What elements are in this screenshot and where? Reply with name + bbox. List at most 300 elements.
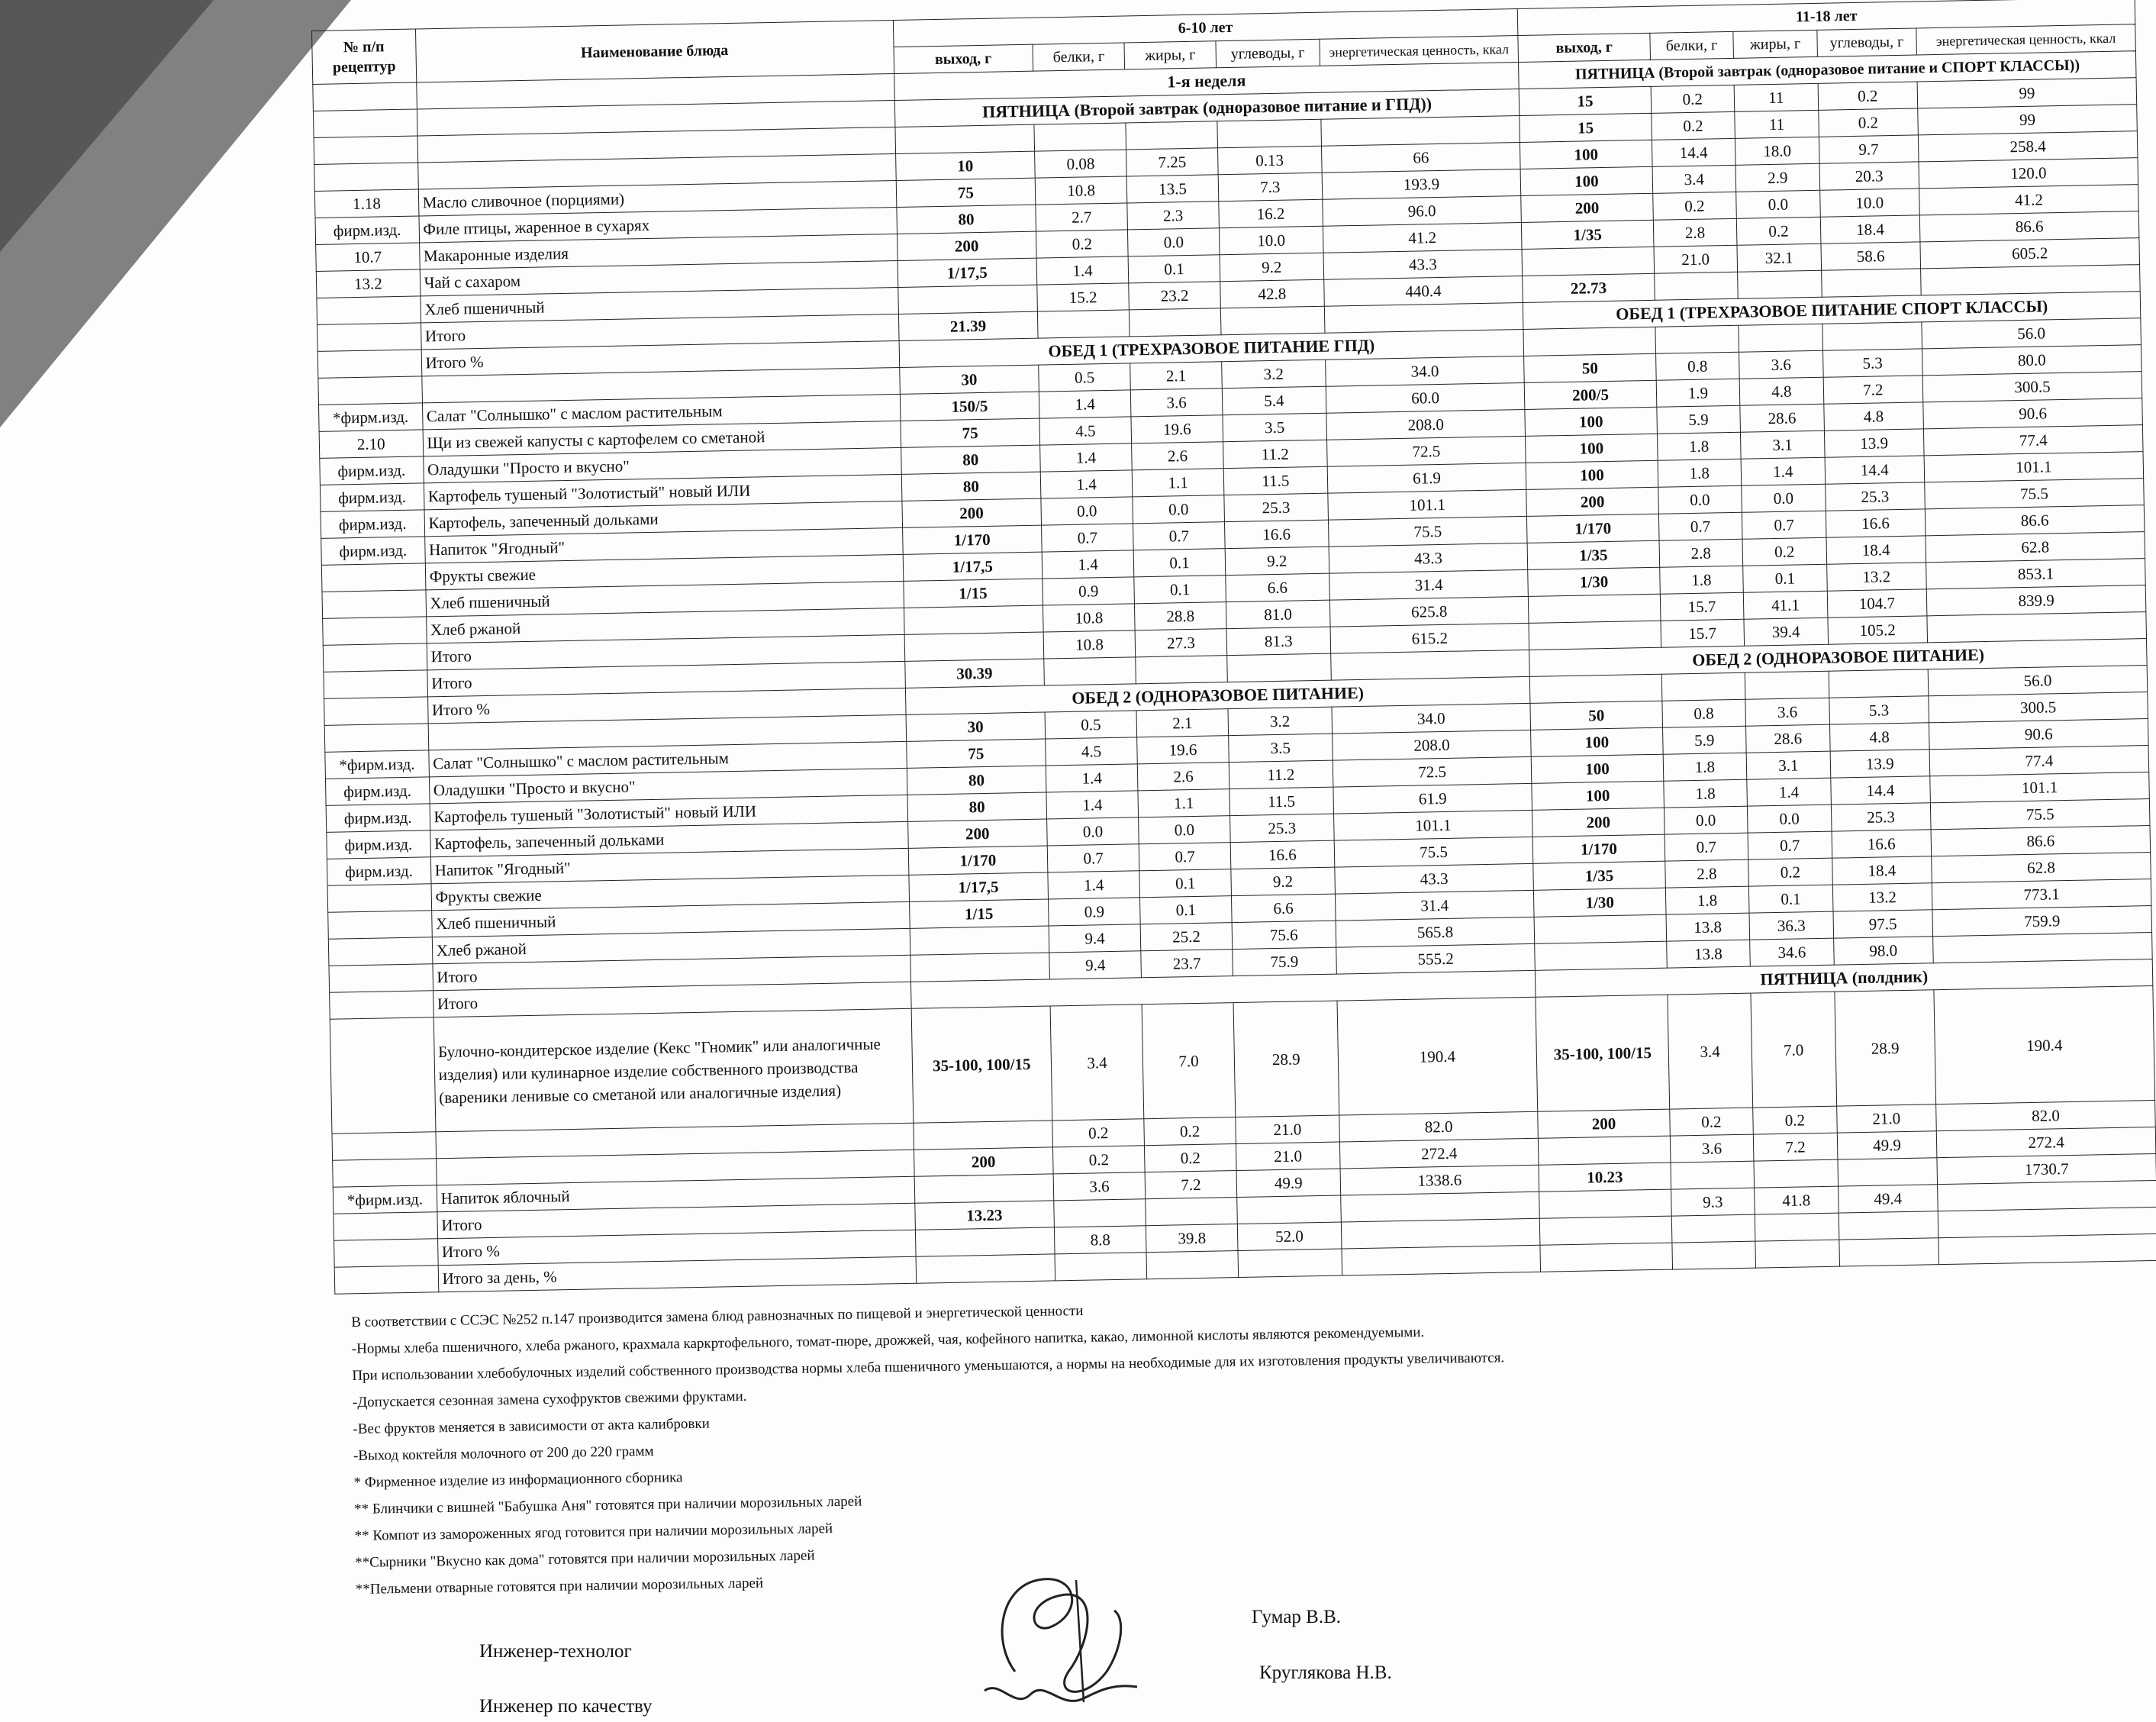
note-line: -Вес фруктов меняется в зависимости от акта калибровки (353, 1415, 710, 1437)
portion-young: 1/17,5 (908, 872, 1048, 901)
dish-name: Итого % (421, 340, 899, 376)
portion-old: 1/35 (1522, 220, 1654, 249)
value-young: 0.7 (1042, 524, 1134, 552)
value-young: 23.2 (1129, 282, 1221, 310)
value-old: 90.6 (1929, 719, 2149, 750)
value-old: 13.8 (1666, 913, 1750, 941)
value-young: 75.6 (1232, 921, 1336, 949)
value-old: 0.1 (1743, 564, 1827, 592)
value-young: 1.4 (1039, 390, 1131, 418)
value-young: 0.1 (1134, 576, 1226, 604)
value-old: 7.2 (1753, 1133, 1837, 1161)
value-young: 43.3 (1323, 249, 1523, 279)
value-old: 2.8 (1665, 859, 1748, 888)
value-old: 3.6 (1739, 350, 1823, 379)
value-old: 62.8 (1932, 853, 2151, 883)
value-old: 14.4 (1652, 138, 1735, 166)
portion-young: 10 (895, 151, 1035, 180)
portion-young: 13.23 (914, 1201, 1054, 1230)
value-old: 32.1 (1737, 243, 1821, 272)
value-old: 86.6 (1931, 826, 2151, 856)
value-young: 0.7 (1139, 843, 1231, 871)
value-old: 58.6 (1821, 242, 1921, 270)
value-old: 11 (1735, 110, 1819, 138)
value-young: 3.6 (1053, 1172, 1146, 1201)
value-old: 16.6 (1826, 509, 1926, 537)
note-line: В соответствии с ССЭС №252 п.147 производится замена блюд равнозначных по пищевой и энергетической ценности (351, 1302, 1084, 1330)
dish-name: Оладушки "Просто и вкусно" (423, 447, 901, 482)
portion-old: 15 (1520, 113, 1652, 142)
value-old: 1.8 (1665, 886, 1749, 914)
value-young: 96.0 (1322, 195, 1521, 226)
section-title-old: ОБЕД 2 (ОДНОРАЗОВОЕ ПИТАНИЕ) (1529, 639, 2147, 677)
value-old: 62.8 (1926, 532, 2145, 563)
value-young: 0.0 (1128, 228, 1220, 256)
value-old: 0.0 (1742, 484, 1826, 512)
value-young: 208.0 (1332, 730, 1531, 760)
portion-old: 200 (1538, 1109, 1670, 1138)
dish-name: Хлеб ржаной (426, 608, 904, 643)
value-old: 13.2 (1826, 563, 1926, 591)
value-old: 25.3 (1831, 803, 1931, 831)
value-young: 625.8 (1329, 596, 1529, 627)
cell: 0.2 (1651, 85, 1735, 113)
portion-old: 100 (1521, 166, 1653, 195)
value-old: 13.9 (1830, 750, 1930, 778)
value-old: 0.2 (1748, 858, 1832, 886)
value-old: 9.3 (1671, 1188, 1755, 1216)
value-old: 98.0 (1833, 937, 1933, 965)
recipe-number: *фирм.изд. (318, 403, 422, 431)
portion-old: 22.73 (1523, 273, 1655, 302)
note-line: При использовании хлебобулочных изделий собственного производства нормы хлеба пшеничного уменьшаются, а нормы на необходимые для их изготовления продукты увеличиваются. (352, 1350, 1505, 1384)
value-young: 19.6 (1137, 736, 1229, 764)
value-young: 7.3 (1218, 173, 1322, 201)
value-young: 272.4 (1339, 1138, 1539, 1169)
value-young: 82.0 (1339, 1111, 1538, 1142)
header-recipe: № п/п рецептур (312, 29, 417, 84)
value-young: 43.3 (1329, 543, 1528, 573)
value-young: 9.2 (1220, 253, 1323, 281)
portion-old: 200/5 (1525, 380, 1657, 409)
note-line: -Допускается сезонная замена сухофруктов свежими фруктами. (352, 1388, 747, 1411)
value-young: 31.4 (1335, 890, 1534, 921)
value-young: 60.0 (1326, 382, 1525, 413)
value-young: 34.0 (1325, 356, 1524, 386)
recipe-number: фирм.изд. (321, 537, 425, 565)
dish-name: Салат "Солнышко" с маслом растительным (428, 741, 906, 776)
dish-name: Напиток яблочный (437, 1176, 914, 1211)
value-young: 0.9 (1043, 577, 1135, 605)
value-old: 86.6 (1925, 505, 2145, 536)
value-old: 56.0 (1922, 318, 2141, 349)
value-old: 4.8 (1823, 402, 1923, 430)
value-young: 3.5 (1223, 413, 1326, 441)
header-fat-young: жиры, г (1124, 41, 1217, 69)
value-old: 36.3 (1749, 911, 1833, 940)
portion-young: 75 (906, 739, 1046, 768)
value-young: 15.2 (1037, 283, 1130, 311)
portion-young: 30.39 (904, 659, 1044, 688)
value-young: 9.2 (1225, 547, 1329, 575)
header-dish-name: Наименование блюда (415, 21, 894, 82)
value-young: 23.7 (1141, 950, 1233, 978)
value-old: 1.8 (1658, 459, 1742, 487)
header-carb-old: углеводы, г (1816, 28, 1916, 56)
value-old: 86.6 (1919, 211, 2139, 242)
value-old: 77.4 (1923, 425, 2143, 456)
note-line: * Фирменное изделие из информационного сборника (353, 1469, 683, 1491)
portion-young: 200 (914, 1147, 1053, 1176)
value-old: 39.4 (1744, 618, 1828, 646)
value-young: 7.2 (1145, 1171, 1237, 1199)
name-kruglyakova: Круглякова Н.В. (1259, 1662, 1392, 1683)
value-old: 190.4 (1934, 985, 2155, 1104)
value-young: 28.9 (1233, 1001, 1339, 1117)
dish-name: Итого (427, 634, 904, 669)
value-young: 11.2 (1223, 440, 1327, 468)
cell: 15 (1520, 86, 1652, 115)
value-old: 4.8 (1829, 723, 1929, 751)
value-young: 0.0 (1047, 817, 1139, 846)
value-old: 0.8 (1661, 699, 1745, 727)
cell: 11 (1734, 83, 1818, 111)
recipe-number: фирм.изд. (315, 216, 419, 244)
value-young: 4.5 (1039, 417, 1132, 445)
value-young: 34.0 (1332, 703, 1531, 734)
value-old: 1.8 (1659, 566, 1743, 594)
header-out-young: выход, г (894, 44, 1033, 73)
value-old: 3.1 (1741, 430, 1825, 459)
value-old: 0.0 (1664, 806, 1748, 834)
value-old: 5.9 (1656, 405, 1740, 434)
value-old: 99 (1918, 105, 2138, 135)
note-line: **Пельмени отварные готовятся при наличии морозильных ларей (355, 1575, 764, 1598)
dish-name: Салат "Солнышко" с маслом растительным (422, 394, 900, 429)
portion-old: 1/35 (1528, 540, 1660, 569)
value-old: 18.0 (1735, 137, 1819, 165)
portion-young: 200 (901, 498, 1041, 527)
value-old: 0.0 (1736, 190, 1820, 218)
header-group-6-10: 6-10 лет (893, 9, 1518, 47)
portion-old: 50 (1530, 701, 1662, 730)
portion-young: 80 (907, 792, 1047, 821)
value-young: 27.3 (1135, 629, 1227, 657)
value-old: 2.8 (1659, 539, 1743, 567)
value-old: 75.5 (1925, 479, 2145, 509)
value-young: 0.1 (1139, 869, 1232, 898)
cell: 99 (1917, 78, 2137, 108)
portion-old: 100 (1531, 727, 1663, 756)
value-old: 90.6 (1923, 398, 2143, 429)
value-young: 0.2 (1036, 230, 1129, 258)
value-young: 0.1 (1128, 255, 1220, 283)
note-line: ** Блинчики с вишней "Бабушка Аня" готовятся при наличии морозильных ларей (353, 1493, 862, 1517)
portion-young: 1/17,5 (903, 552, 1043, 581)
value-old: 839.9 (1926, 585, 2146, 616)
recipe-number: фирм.изд. (327, 830, 430, 859)
portion-young: 80 (901, 445, 1040, 474)
section-breakfast-old: ПЯТНИЦА (Второй завтрак (одноразовое питание и СПОРТ КЛАССЫ)) (1519, 51, 2136, 89)
dish-name: Хлеб пшеничный (421, 287, 898, 322)
value-young: 75.5 (1334, 837, 1533, 867)
value-young: 2.7 (1036, 203, 1128, 231)
header-energy-old: энергетическая ценность, ккал (1916, 24, 2136, 55)
value-old: 97.5 (1833, 910, 1933, 938)
value-young: 1.4 (1040, 470, 1133, 498)
value-young: 11.5 (1229, 787, 1333, 815)
portion-young: 1/170 (908, 846, 1048, 875)
value-old: 77.4 (1929, 746, 2149, 776)
value-young: 440.4 (1323, 276, 1523, 306)
recipe-number: фирм.изд. (321, 510, 424, 538)
value-young: 101.1 (1333, 810, 1532, 840)
value-young: 25.3 (1230, 814, 1334, 842)
dish-name: Картофель, запеченный дольками (424, 501, 902, 536)
recipe-number: фирм.изд. (326, 804, 430, 832)
value-young: 0.0 (1139, 816, 1231, 844)
value-young: 0.08 (1035, 150, 1127, 178)
portion-old: 100 (1526, 460, 1658, 489)
portion-young: 30 (899, 365, 1039, 394)
value-young: 1338.6 (1340, 1165, 1539, 1195)
value-old: 0.1 (1748, 885, 1832, 913)
value-old: 120.0 (1919, 158, 2138, 189)
value-young: 0.1 (1140, 896, 1233, 924)
portion-young: 150/5 (900, 392, 1039, 421)
value-old: 13.9 (1824, 429, 1924, 457)
value-old: 80.0 (1922, 345, 2142, 376)
dish-name: Картофель тушеный "Золотистый" новый ИЛИ (430, 795, 907, 830)
value-old: 3.6 (1745, 698, 1829, 726)
value-young: 1.4 (1046, 791, 1139, 819)
portion-old: 200 (1526, 487, 1658, 516)
recipe-number: 10.7 (316, 243, 420, 271)
value-old: 28.9 (1835, 990, 1936, 1106)
value-old: 0.2 (1818, 108, 1918, 137)
value-young: 3.2 (1222, 360, 1326, 388)
dish-name: Хлеб пшеничный (426, 581, 904, 616)
value-young: 16.6 (1225, 520, 1329, 548)
value-young: 0.0 (1041, 497, 1133, 525)
value-young: 42.8 (1220, 279, 1324, 308)
dish-name: Оладушки "Просто и вкусно" (429, 768, 907, 803)
value-old: 3.4 (1668, 993, 1753, 1109)
value-old: 13.8 (1666, 940, 1750, 968)
dish-name: Щи из свежей капусты с картофелем со сметаной (423, 421, 901, 456)
value-old: 18.4 (1832, 856, 1932, 885)
value-old: 104.7 (1827, 589, 1927, 618)
week-label: 1-я неделя (894, 63, 1519, 101)
value-young: 615.2 (1330, 623, 1529, 653)
portion-old: 1/170 (1527, 514, 1659, 543)
dish-name: Итого (421, 314, 898, 349)
value-young: 72.5 (1326, 436, 1526, 466)
value-young: 565.8 (1336, 917, 1535, 947)
value-young: 28.8 (1135, 602, 1227, 630)
value-young: 0.7 (1133, 522, 1226, 550)
recipe-number: фирм.изд. (327, 857, 430, 885)
value-old: 5.3 (1829, 696, 1929, 724)
header-fat-old: жиры, г (1733, 30, 1817, 58)
section-title-young: ОБЕД 2 (ОДНОРАЗОВОЕ ПИТАНИЕ) (905, 676, 1530, 714)
dish-name: Макаронные изделия (419, 234, 897, 269)
value-old: 49.9 (1837, 1131, 1937, 1159)
portion-old: 1/35 (1533, 861, 1665, 890)
value-young: 2.3 (1127, 202, 1220, 230)
value-young: 81.3 (1226, 627, 1330, 655)
value-young: 4.5 (1046, 737, 1138, 766)
value-young: 81.0 (1226, 600, 1329, 628)
value-old: 0.0 (1748, 805, 1832, 833)
value-old: 5.9 (1662, 726, 1746, 754)
portion-old: 1/30 (1534, 888, 1666, 917)
value-young: 19.6 (1131, 415, 1223, 443)
value-young: 16.6 (1230, 840, 1334, 869)
value-young: 3.2 (1228, 707, 1332, 735)
value-old: 7.2 (1823, 376, 1923, 404)
dish-name: Хлеб пшеничный (431, 901, 909, 937)
value-young: 0.2 (1145, 1144, 1237, 1172)
value-young: 10.8 (1043, 604, 1136, 632)
value-old: 2.9 (1735, 163, 1819, 192)
value-old: 3.6 (1670, 1134, 1754, 1163)
value-young: 0.2 (1052, 1119, 1145, 1147)
dish-name: Итого (437, 1203, 914, 1238)
value-old: 0.2 (1753, 1106, 1837, 1134)
value-old: 1730.7 (1937, 1153, 2156, 1184)
value-old: 34.6 (1750, 938, 1834, 966)
value-young: 11.5 (1223, 466, 1327, 495)
section-title-snack: ПЯТНИЦА (полдник) (1536, 959, 2153, 998)
value-young: 6.6 (1232, 894, 1336, 922)
value-old: 14.4 (1825, 456, 1925, 484)
value-young: 21.0 (1236, 1142, 1339, 1170)
recipe-number: фирм.изд. (320, 483, 424, 511)
value-young: 31.4 (1329, 569, 1528, 600)
value-old: 0.7 (1742, 511, 1826, 539)
value-old: 56.0 (1928, 666, 2148, 696)
value-old: 3.4 (1652, 165, 1736, 193)
section-title-old: ОБЕД 1 (ТРЕХРАЗОВОЕ ПИТАНИЕ СПОРТ КЛАССЫ) (1523, 292, 2141, 330)
portion-old: 1/170 (1533, 834, 1665, 863)
recipe-number: 2.10 (319, 430, 423, 458)
value-young: 2.6 (1137, 763, 1229, 791)
portion-young: 1/15 (903, 579, 1043, 608)
value-old: 0.7 (1658, 512, 1742, 540)
value-young: 6.6 (1226, 573, 1329, 601)
value-young: 41.2 (1323, 222, 1522, 253)
recipe-number: 13.2 (316, 269, 420, 298)
dish-name: Булочно-кондитерское изделие (Кекс "Гномик" или аналогичные изделия) или кулинарное изделие собственного производства (вареники ленивые со сметаной или аналогичные изделия) (433, 1008, 914, 1131)
portion-old: 100 (1532, 754, 1664, 783)
value-young: 75.5 (1328, 516, 1527, 547)
value-young: 2.6 (1132, 442, 1224, 470)
portion-old: 10.23 (1539, 1163, 1671, 1192)
value-young: 0.9 (1049, 898, 1141, 926)
portion-old: 100 (1532, 781, 1664, 810)
value-young: 8.8 (1054, 1226, 1146, 1254)
value-young: 3.6 (1130, 389, 1223, 417)
value-young: 11.2 (1229, 760, 1333, 788)
value-young: 555.2 (1336, 943, 1535, 974)
value-young: 2.1 (1136, 709, 1229, 737)
portion-young: 1/170 (902, 525, 1042, 554)
value-old: 15.7 (1661, 619, 1745, 647)
note-line: ** Компот из замороженных ягод готовится при наличии морозильных ларей (354, 1520, 833, 1544)
role-quality-engineer: Инженер по качеству (479, 1696, 653, 1717)
dish-name: Филе птицы, жаренное в сухарях (419, 207, 897, 242)
value-old: 0.2 (1651, 111, 1735, 140)
value-old: 49.4 (1838, 1185, 1938, 1213)
value-old: 20.3 (1819, 162, 1919, 190)
header-carb-young: углеводы, г (1216, 39, 1320, 67)
recipe-number: *фирм.изд. (325, 750, 429, 779)
handwritten-signature (969, 1557, 1152, 1717)
value-young: 5.4 (1222, 386, 1326, 414)
value-young: 0.1 (1133, 549, 1226, 577)
value-old: 300.5 (1929, 692, 2148, 723)
value-old: 41.1 (1743, 591, 1827, 619)
section-breakfast-young: ПЯТНИЦА (Второй завтрак (одноразовое питание и ГПД)) (894, 89, 1520, 127)
value-young: 61.9 (1327, 463, 1526, 493)
value-old: 773.1 (1932, 879, 2151, 910)
value-young: 3.5 (1229, 734, 1333, 762)
value-young: 13.5 (1126, 175, 1219, 203)
value-young: 190.4 (1337, 997, 1539, 1115)
dish-name: Напиток "Ягодный" (424, 527, 902, 563)
portion-old: 100 (1526, 434, 1658, 463)
portion-old: 50 (1524, 353, 1656, 382)
dish-name: Напиток "Ягодный" (430, 848, 908, 883)
value-old: 2.8 (1653, 218, 1737, 247)
value-young: 16.2 (1219, 199, 1323, 227)
portion-young: 80 (901, 472, 1041, 501)
portion-young: 21.39 (898, 311, 1038, 340)
portion-young: 75 (896, 178, 1036, 207)
value-young: 9.4 (1049, 924, 1141, 953)
value-old: 759.9 (1932, 906, 2152, 937)
value-old: 4.8 (1739, 377, 1823, 405)
value-young: 10.8 (1035, 176, 1127, 205)
portion-young: 200 (897, 231, 1036, 260)
value-young: 1.4 (1036, 256, 1129, 285)
portion-old: 35-100, 100/15 (1536, 995, 1669, 1111)
value-young: 9.4 (1049, 951, 1142, 979)
value-old: 300.5 (1922, 372, 2142, 402)
portion-old: 100 (1520, 140, 1652, 169)
value-young: 25.3 (1224, 493, 1328, 521)
value-old: 272.4 (1936, 1127, 2156, 1157)
value-young: 1.4 (1046, 764, 1138, 792)
value-old: 28.6 (1746, 724, 1830, 753)
value-old: 1.4 (1747, 778, 1831, 806)
value-old: 605.2 (1920, 238, 2140, 269)
value-young: 9.2 (1231, 867, 1335, 895)
value-young: 66 (1321, 142, 1520, 173)
value-young: 25.2 (1140, 923, 1233, 951)
value-young: 1.1 (1132, 469, 1224, 497)
note-line: **Сырники "Вкусно как дома" готовятся при наличии морозильных ларей (355, 1547, 815, 1571)
value-old: 101.1 (1924, 452, 2144, 482)
portion-young: 200 (907, 819, 1047, 848)
value-young: 0.0 (1133, 495, 1225, 524)
portion-young: 80 (907, 766, 1046, 795)
value-old: 1.8 (1663, 753, 1747, 781)
portion-young: 80 (896, 205, 1036, 234)
value-old: 105.2 (1828, 616, 1928, 644)
value-old: 16.6 (1832, 830, 1932, 858)
